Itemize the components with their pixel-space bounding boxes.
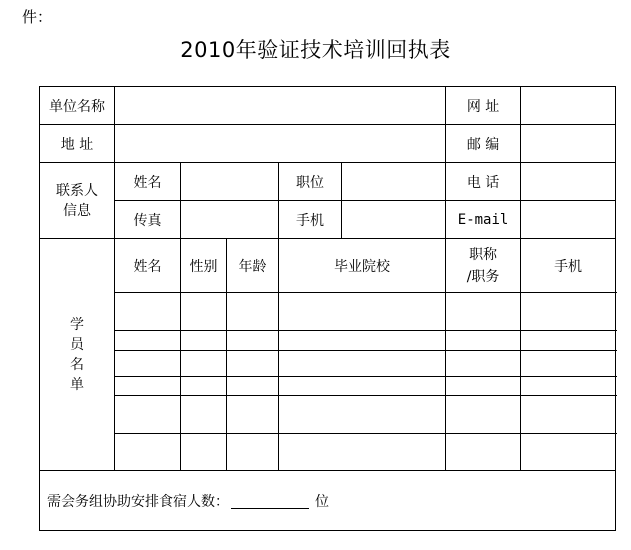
student-school-cell[interactable]	[279, 377, 446, 396]
phone-field[interactable]	[521, 163, 616, 201]
students-label-char: 学	[70, 316, 84, 333]
student-school-cell[interactable]	[279, 396, 446, 434]
student-age-cell[interactable]	[227, 351, 279, 377]
student-gender-cell[interactable]	[181, 377, 227, 396]
students-label-char: 员	[70, 336, 84, 353]
student-name-cell[interactable]	[115, 351, 181, 377]
student-gender-cell[interactable]	[181, 434, 227, 471]
student-age-cell[interactable]	[227, 293, 279, 331]
student-mobile-cell[interactable]	[521, 351, 616, 377]
student-title-cell[interactable]	[446, 331, 521, 351]
col-header-school: 毕业院校	[279, 239, 446, 293]
email-field[interactable]	[521, 201, 616, 239]
student-school-cell[interactable]	[279, 331, 446, 351]
student-name-cell[interactable]	[115, 434, 181, 471]
student-name-cell[interactable]	[115, 377, 181, 396]
postcode-field[interactable]	[521, 125, 616, 163]
student-mobile-cell[interactable]	[521, 293, 616, 331]
row-student-header	[40, 239, 616, 293]
position-label: 职位	[279, 163, 342, 201]
student-name-cell[interactable]	[115, 331, 181, 351]
student-mobile-cell[interactable]	[521, 331, 616, 351]
table-row	[40, 293, 616, 331]
students-label-char: 名	[70, 356, 84, 373]
website-label: 网 址	[446, 87, 521, 125]
col-header-mobile: 手机	[521, 239, 616, 293]
row-unit	[40, 87, 616, 125]
unit-name-field[interactable]	[115, 87, 446, 125]
student-age-cell[interactable]	[227, 331, 279, 351]
address-label: 地 址	[40, 125, 115, 163]
address-field[interactable]	[115, 125, 446, 163]
contact-name-label: 姓名	[115, 163, 181, 201]
accommodation-row	[40, 471, 616, 531]
unit-name-label: 单位名称	[40, 87, 115, 125]
registration-form-table	[39, 86, 616, 531]
student-title-cell[interactable]	[446, 377, 521, 396]
mobile-label: 手机	[279, 201, 342, 239]
students-label	[40, 239, 115, 471]
student-name-cell[interactable]	[115, 293, 181, 331]
table-row	[40, 377, 616, 396]
page-prefix: 件：	[22, 8, 53, 26]
students-label-char: 单	[70, 376, 84, 393]
student-school-cell[interactable]	[279, 293, 446, 331]
student-school-cell[interactable]	[279, 434, 446, 471]
col-header-title-line2: /职务	[466, 268, 500, 285]
student-title-cell[interactable]	[446, 434, 521, 471]
row-contact-2	[40, 201, 616, 239]
student-mobile-cell[interactable]	[521, 434, 616, 471]
student-gender-cell[interactable]	[181, 351, 227, 377]
row-address	[40, 125, 616, 163]
student-gender-cell[interactable]	[181, 293, 227, 331]
student-mobile-cell[interactable]	[521, 396, 616, 434]
student-age-cell[interactable]	[227, 396, 279, 434]
student-gender-cell[interactable]	[181, 396, 227, 434]
col-header-name: 姓名	[115, 239, 181, 293]
position-field[interactable]	[342, 163, 446, 201]
student-title-cell[interactable]	[446, 293, 521, 331]
student-name-cell[interactable]	[115, 396, 181, 434]
table-row	[40, 351, 616, 377]
contact-info-label-line2: 信息	[63, 202, 91, 219]
contact-info-label-line1: 联系人	[56, 182, 98, 199]
student-age-cell[interactable]	[227, 377, 279, 396]
contact-name-field[interactable]	[181, 163, 279, 201]
student-title-cell[interactable]	[446, 351, 521, 377]
fax-field[interactable]	[181, 201, 279, 239]
col-header-age: 年龄	[227, 239, 279, 293]
col-header-title	[446, 239, 521, 293]
student-school-cell[interactable]	[279, 351, 446, 377]
student-gender-cell[interactable]	[181, 331, 227, 351]
table-row	[40, 331, 616, 351]
email-label: E-mail	[446, 201, 521, 239]
fax-label: 传真	[115, 201, 181, 239]
row-footer	[40, 471, 616, 531]
website-field[interactable]	[521, 87, 616, 125]
mobile-field[interactable]	[342, 201, 446, 239]
postcode-label: 邮 编	[446, 125, 521, 163]
table-row	[40, 396, 616, 434]
contact-info-label	[40, 163, 115, 239]
phone-label: 电 话	[446, 163, 521, 201]
accommodation-text: 需会务组协助安排食宿人数：	[47, 493, 229, 510]
page-title: 2010年验证技术培训回执表	[180, 38, 451, 62]
accommodation-count-blank[interactable]	[231, 507, 309, 509]
col-header-gender: 性别	[181, 239, 227, 293]
row-contact-1	[40, 163, 616, 201]
accommodation-unit: 位	[315, 493, 329, 510]
student-age-cell[interactable]	[227, 434, 279, 471]
student-mobile-cell[interactable]	[521, 377, 616, 396]
student-title-cell[interactable]	[446, 396, 521, 434]
table-row	[40, 434, 616, 471]
col-header-title-line1: 职称	[469, 246, 498, 263]
